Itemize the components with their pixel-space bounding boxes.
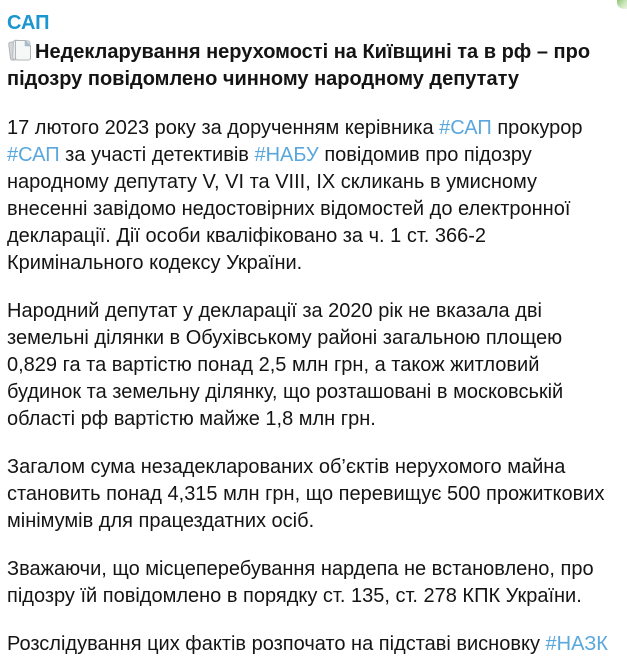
message-line [7,379,618,406]
message-text: будинок та земельну ділянку, що розташовані в московській [7,381,564,403]
message-paragraph [7,454,618,535]
message-line [7,142,618,169]
channel-name[interactable]: САП [7,12,50,34]
message-paragraph [7,298,618,433]
message-text: за участі детективів [59,144,255,166]
message-text: Розслідування цих фактів розпочато на підставі висновку [7,633,546,655]
message-text: 17 лютого 2023 року за дорученням керівника [7,117,440,139]
hashtag-link[interactable]: #САП [439,117,492,139]
message-body [7,115,618,658]
hashtag-link[interactable]: #САП [7,144,60,166]
message-line [7,298,618,325]
message-text: земельні ділянки в Обухівському районі загальною площею [7,327,563,349]
message-text: 0,829 га та вартістю понад 2,5 млн грн, а також житловий [7,354,540,376]
message-text: Народний депутат у декларації за 2020 рік не вказала дві [7,300,542,322]
message-line [7,250,618,277]
message-text: повідомив про підозру [318,144,532,166]
message-paragraph [7,631,618,658]
message-paragraph [7,556,618,610]
message-line [7,169,618,196]
message-line [7,556,618,583]
message-line [7,223,618,250]
message-text: народному депутату V, VI та VIII, IX скликань в умисному [7,171,537,193]
post-title-line-2: підозру повідомлено чинному народному депутату [7,68,520,90]
message-line [7,325,618,352]
hashtag-link[interactable]: #НАЗК [545,633,608,655]
message-line [7,508,618,535]
post-title [7,38,618,93]
message-text: прокурор [491,117,583,139]
message-text: Загалом сума незадекларованих об’єктів нерухомого майна [7,456,566,478]
message-text: мінімумів для працездатних осіб. [7,510,315,532]
channel-header [7,8,618,38]
hashtag-link[interactable]: #НАБУ [254,144,319,166]
message-text: становить понад 4,315 млн грн, що перевищує 500 прожиткових [7,483,605,505]
message-line [7,115,618,142]
message-line [7,196,618,223]
message-line [7,631,618,658]
message-paragraph [7,115,618,277]
message-text: декларації. Дії особи кваліфіковано за ч. 1 ст. 366-2 [7,225,487,247]
bookmark-tabs-icon [7,38,34,62]
message-line [7,481,618,508]
message-text: Зважаючи, що місцеперебування нардепа не встановлено, про [7,558,594,580]
message-text: області рф вартістю майже 1,8 млн грн. [7,408,376,430]
message-text: внесенні завідомо недостовірних відомостей до електронної [7,198,571,220]
message-text: підозру їй повідомлено в порядку ст. 135, ст. 278 КПК України. [7,585,582,607]
message-line [7,352,618,379]
message-line [7,406,618,433]
post-title-line-1 [7,38,618,66]
message-line [7,454,618,481]
message-text: Кримінального кодексу України. [7,252,303,274]
post-title-text-1: Недекларування нерухомості на Київщині та в рф – про [35,41,591,63]
message-line [7,583,618,610]
